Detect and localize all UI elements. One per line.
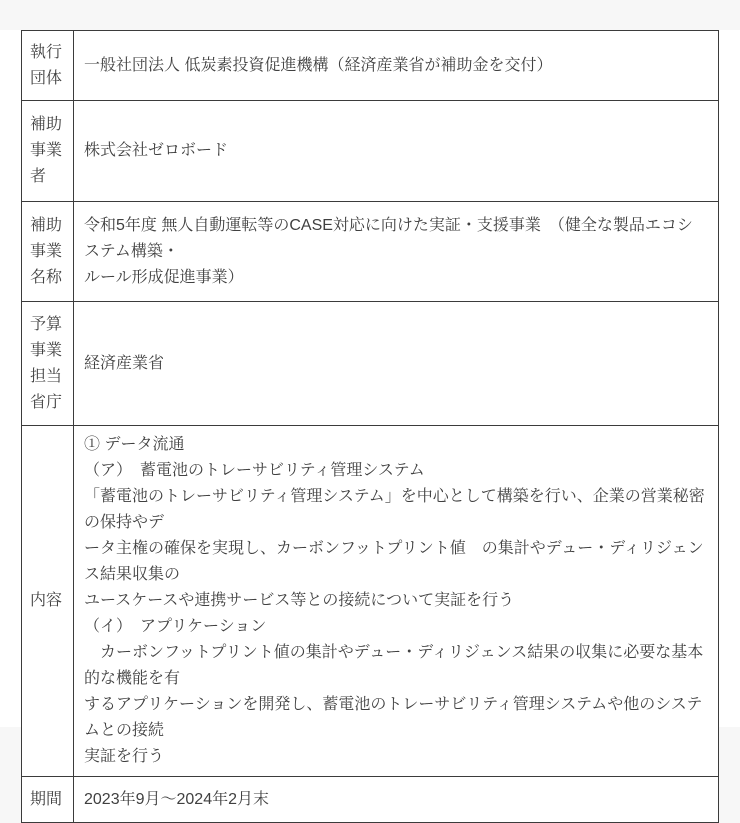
value-line: 実証を行う xyxy=(84,748,165,765)
subsidy-project-info-table xyxy=(21,30,719,823)
table-row xyxy=(22,426,719,777)
table-row xyxy=(22,101,719,202)
value-line: ユースケースや連携サービス等との接続について実証を行う xyxy=(84,592,515,609)
table-image-panel xyxy=(0,30,740,808)
row-value-project-name xyxy=(74,202,719,302)
row-label-period: 期間 xyxy=(22,777,74,823)
value-line: 経済産業省 xyxy=(84,354,165,372)
value-line: 一般社団法人 低炭素投資促進機構（経済産業省が補助金を交付） xyxy=(84,56,553,74)
value-line: （イ） アプリケーション xyxy=(84,618,267,635)
value-line: ① データ流通 xyxy=(84,436,185,453)
table-row xyxy=(22,31,719,101)
table-row xyxy=(22,777,719,823)
row-value-period xyxy=(74,777,719,823)
value-line: 株式会社ゼロボード xyxy=(84,142,229,159)
row-label-budget-ministry: 予算事業担当省庁 xyxy=(22,302,74,426)
row-value-budget-ministry xyxy=(74,302,719,426)
value-line: するアプリケーションを開発し、蓄電池のトレーサビリティ管理システムや他のシステムとの接続 xyxy=(84,696,703,739)
row-value-content xyxy=(74,426,719,777)
row-label-project-name: 補助事業名称 xyxy=(22,202,74,302)
row-value-subsidized-business xyxy=(74,101,719,202)
table-row xyxy=(22,302,719,426)
value-line: （ア） 蓄電池のトレーサビリティ管理システム xyxy=(84,462,425,479)
value-line: ータ主権の確保を実現し、カーボンフットプリント値 の集計やデュー・ディリジェンス結果収集の xyxy=(84,540,704,583)
row-label-subsidized-business: 補助事業者 xyxy=(22,101,74,202)
row-label-content: 内容 xyxy=(22,426,74,777)
value-line: 「蓄電池のトレーサビリティ管理システム」を中心として構築を行い、企業の営業秘密の保持やデ xyxy=(84,488,705,531)
value-line: カーボンフットプリント値の集計やデュー・ディリジェンス結果の収集に必要な基本的な機能を有 xyxy=(84,644,704,687)
row-value-executing-organization xyxy=(74,31,719,101)
value-line: 令和5年度 無人自動運転等のCASE対応に向けた実証・支援事業 （健全な製品エコシステム構築・ xyxy=(84,216,693,260)
row-label-executing-organization: 執行団体 xyxy=(22,31,74,101)
table-row xyxy=(22,202,719,302)
value-line: ルール形成促進事業） xyxy=(84,268,244,286)
value-line: 2023年9月〜2024年2月末 xyxy=(84,790,269,808)
